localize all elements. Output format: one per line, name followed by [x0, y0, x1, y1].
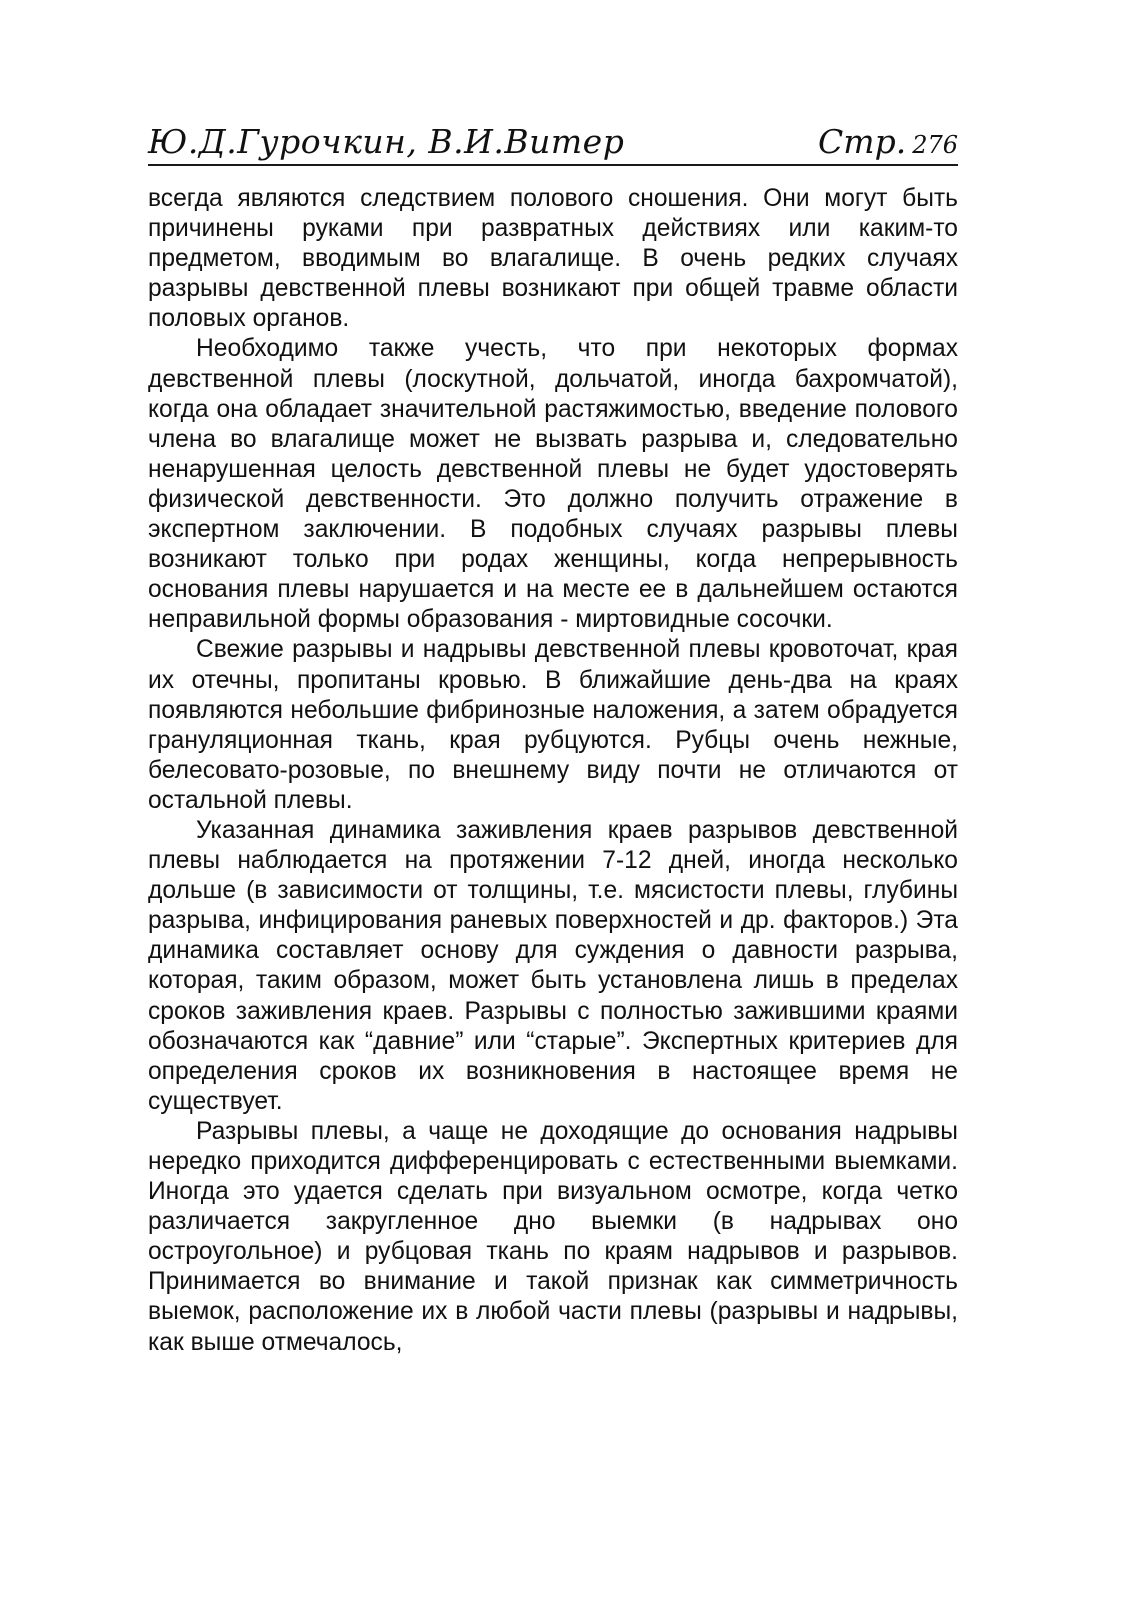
page-label: Стр.: [818, 122, 907, 161]
header-authors: Ю.Д.Гурочкин, В.И.Витер: [148, 122, 625, 161]
paragraph-continuation: всегда являются следствием полового сношения. Они могут быть причинены руками при развратных действиях или каким-то предметом, вводимым во влагалище. В очень редких случаях разрывы девственной плевы возникают при общей травме области половых органов.: [148, 185, 958, 333]
body-text: [148, 184, 958, 1358]
paragraph: Свежие разрывы и надрывы девственной плевы кровоточат, края их отечны, пропитаны кровью. В ближайшие день-два на краях появляются небольшие фибринозные наложения, а затем обрадуется грануляционная ткань, края рубцуются. Рубцы очень нежные, белесовато-розовые, по внешнему виду почти не отличаются от остальной плевы.: [148, 636, 958, 814]
running-header: [148, 118, 958, 164]
paragraph: Разрывы плевы, а чаще не доходящие до основания надрывы нередко приходится дифференцировать с естественными выемками. Иногда это удается сделать при визуальном осмотре, когда четко различается закругленное дно выемки (в надрывах оно остроугольное) и рубцовая ткань по краям надрывов и разрывов. Принимается во внимание и такой признак как симметричность выемок, расположение их в любой части плевы (разрывы и надрывы, как выше отмечалось,: [148, 1117, 958, 1356]
page-number: 276: [912, 131, 958, 159]
paragraph: Указанная динамика заживления краев разрывов девственной плевы наблюдается на протяжении 7-12 дней, иногда несколько дольше (в зависимости от толщины, т.е. мясистости плевы, глубины разрыва, инфицирования раневых поверхностей и др. факторов.) Эта динамика составляет основу для суждения о давности разрыва, которая, таким образом, может быть установлена лишь в пределах сроков заживления краев. Разрывы с полностью зажившими краями обозначаются как “давние” или “старые”. Экспертных критериев для определения сроков их возникновения в настоящее время не существует.: [148, 816, 958, 1115]
header-rule: [148, 164, 958, 166]
paragraph: Необходимо также учесть, что при некоторых формах девственной плевы (лоскутной, дольчатой, иногда бахромчатой), когда она обладает значительной растяжимостью, введение полового члена во влагалище может не вызвать разрыва и, следовательно ненарушенная целость девственной плевы не будет удостоверять физической девственности. Это должно получить отражение в экспертном заключении. В подобных случаях разрывы плевы возникают только при родах женщины, когда непрерывность основания плевы нарушается и на месте ее в дальнейшем остаются неправильной формы образования - миртовидные сосочки.: [148, 335, 958, 634]
header-page-reference: [818, 122, 958, 161]
book-page: [148, 118, 958, 1356]
